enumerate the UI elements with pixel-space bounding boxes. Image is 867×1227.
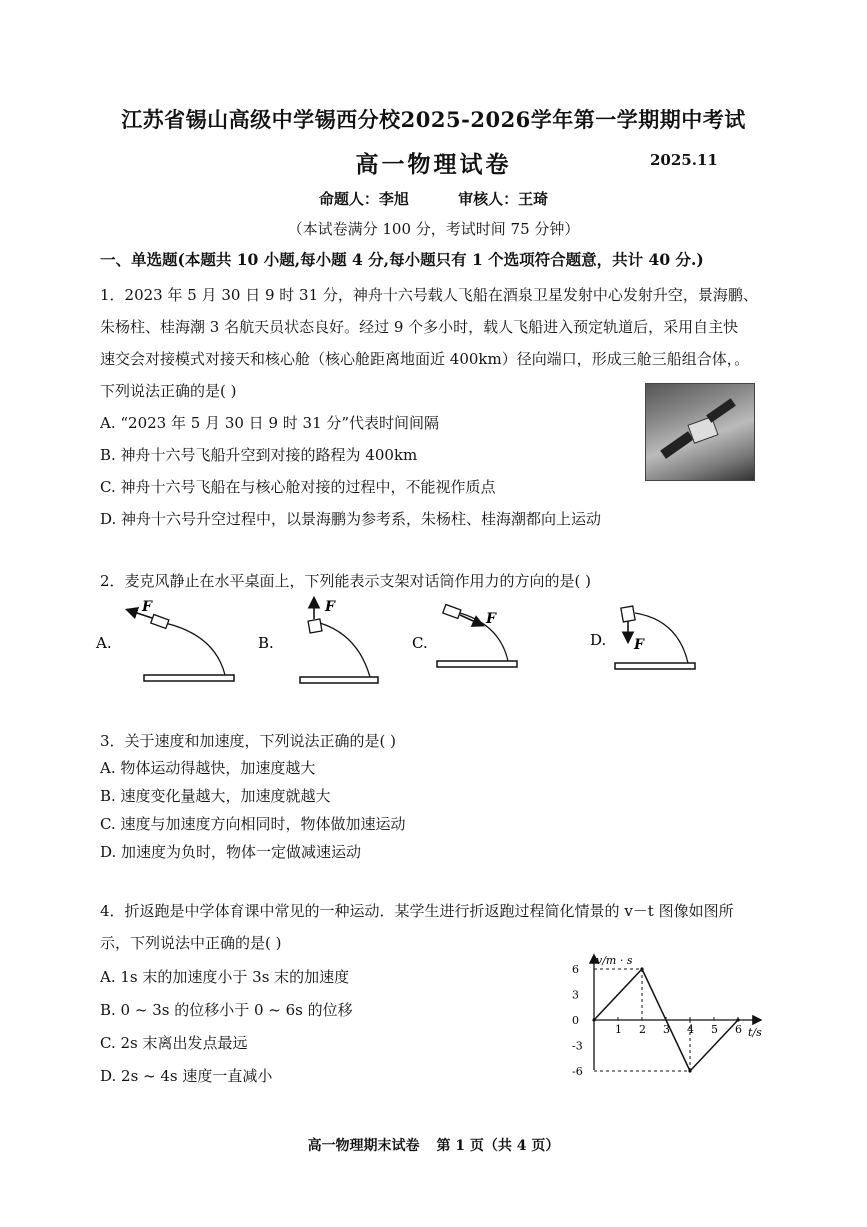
exam-note: （本试卷满分 100 分，考试时间 75 分钟） xyxy=(287,220,580,238)
q4-option-d: D. 2s ~ 4s 速度一直减小 xyxy=(100,1067,273,1085)
y-tick-label: 3 xyxy=(572,988,579,1002)
x-tick-label: 6 xyxy=(735,1023,742,1036)
x-tick-label: 5 xyxy=(711,1023,718,1036)
q1-option-d: D. 神舟十六号升空过程中，以景海鹏为参考系，朱杨柱、桂海潮都向上运动 xyxy=(100,510,602,528)
x-tick-label: 1 xyxy=(615,1023,622,1036)
q1-option-a: A. “2023 年 5 月 30 日 9 时 31 分”代表时间间隔 xyxy=(100,414,440,432)
exam-title: 江苏省锡山高级中学锡西分校2025-2026学年第一学期期中考试 xyxy=(121,107,746,132)
data-point xyxy=(736,1018,739,1021)
q4-option-a: A. 1s 末的加速度小于 3s 末的加速度 xyxy=(100,968,350,986)
mic-head-c xyxy=(443,605,461,619)
reviewer: 审核人：王琦 xyxy=(458,190,549,208)
y-axis-label: v/m · s xyxy=(596,954,633,967)
y-tick-label: 6 xyxy=(572,963,579,976)
q4-line1: 4．折返跑是中学体育课中常见的一种运动．某学生进行折返跑过程简化情景的 v－t 图像如图所 xyxy=(100,902,734,920)
table-base-a xyxy=(144,675,234,681)
footer-title: 高一物理期末试卷 xyxy=(307,1138,420,1154)
q3-option-c: C. 速度与加速度方向相同时，物体做加速运动 xyxy=(100,815,406,833)
q2-label-d: D. xyxy=(590,631,607,649)
mic-head-b xyxy=(308,619,322,633)
q2-stem: 2．麦克风静止在水平桌面上，下列能表示支架对话筒作用力的方向的是( ) xyxy=(100,572,592,590)
q1-option-c: C. 神舟十六号飞船在与核心舱对接的过程中，不能视作质点 xyxy=(100,478,496,496)
mic-head-a xyxy=(151,615,169,629)
y-ticks xyxy=(572,963,583,1078)
y-tick-label: 0 xyxy=(572,1014,579,1027)
y-tick-label: -3 xyxy=(572,1039,583,1053)
q2-figure-a xyxy=(95,599,234,681)
force-label-d: F xyxy=(634,637,644,653)
force-label-a: F xyxy=(142,599,152,615)
q1-line2: 朱杨柱、桂海潮 3 名航天员状态良好。经过 9 个多小时，载人飞船进入预定轨道后，采用自主快 xyxy=(100,318,739,336)
vt-chart xyxy=(560,950,770,1080)
page-footer xyxy=(0,1135,867,1155)
q4-option-b: B. 0 ~ 3s 的位移小于 0 ~ 6s 的位移 xyxy=(100,1001,353,1019)
q1-line1: 1．2023 年 5 月 30 日 9 时 31 分，神舟十六号载人飞船在酒泉卫星发射中心发射升空，景海鹏、 xyxy=(100,286,758,304)
footer-page: 第 1 页（共 4 页） xyxy=(436,1138,560,1154)
q3-option-a: A. 物体运动得越快，加速度越大 xyxy=(100,759,316,777)
x-axis-label: t/s xyxy=(748,1026,762,1039)
x-tick-label: 4 xyxy=(687,1023,694,1036)
x-tick-label: 2 xyxy=(639,1023,646,1036)
q2-label-b: B. xyxy=(258,634,274,652)
solar-panel-left xyxy=(660,431,694,459)
q2-figure-c xyxy=(412,605,517,667)
exam-date: 2025.11 xyxy=(650,151,718,169)
q3-stem: 3．关于速度和加速度，下列说法正确的是( ) xyxy=(100,732,397,750)
q3-option-d: D. 加速度为负时，物体一定做减速运动 xyxy=(100,843,362,861)
data-point xyxy=(688,1069,691,1072)
author: 命题人：李旭 xyxy=(318,190,409,208)
force-label-c: F xyxy=(486,611,496,627)
q2-label-c: C. xyxy=(412,634,428,652)
q2-figures xyxy=(90,595,730,695)
data-point xyxy=(640,967,643,970)
q4-line2: 示，下列说法中正确的是( ) xyxy=(100,934,282,952)
data-point xyxy=(592,1018,595,1021)
mic-head-d xyxy=(621,606,635,622)
x-tick-label: 3 xyxy=(663,1023,670,1036)
solar-panel-right xyxy=(706,398,736,423)
table-base-b xyxy=(300,677,378,683)
mic-stand-a xyxy=(165,623,225,675)
q1-line3: 速交会对接模式对接天和核心舱（核心舱距离地面近 400km）径向端口，形成三舱三船组合体，。 xyxy=(100,350,750,368)
exam-subtitle: 高一物理试卷 xyxy=(355,151,512,178)
table-base-d xyxy=(615,663,695,669)
exam-authors xyxy=(0,188,867,209)
q2-label-a: A. xyxy=(96,634,112,652)
section-heading: 一、单选题(本题共 10 小题,每小题 4 分,每小题只有 1 个选项符合题意，共计 40 分.) xyxy=(100,250,704,269)
mic-stand-c xyxy=(460,613,508,661)
mic-stand-b xyxy=(320,623,370,677)
q4-option-c: C. 2s 末离出发点最远 xyxy=(100,1034,248,1052)
q2-figure-d xyxy=(590,606,695,669)
q2-figure-b xyxy=(258,599,378,683)
q3-option-b: B. 速度变化量越大，加速度就越大 xyxy=(100,787,331,805)
table-base-c xyxy=(437,661,517,667)
force-label-b: F xyxy=(325,599,335,615)
y-tick-label: -6 xyxy=(572,1065,583,1078)
spacecraft-photo xyxy=(645,383,755,481)
q1-option-b: B. 神舟十六号飞船升空到对接的路程为 400km xyxy=(100,446,418,464)
q1-line4: 下列说法正确的是( ) xyxy=(100,382,237,400)
series-segment xyxy=(594,969,642,1020)
